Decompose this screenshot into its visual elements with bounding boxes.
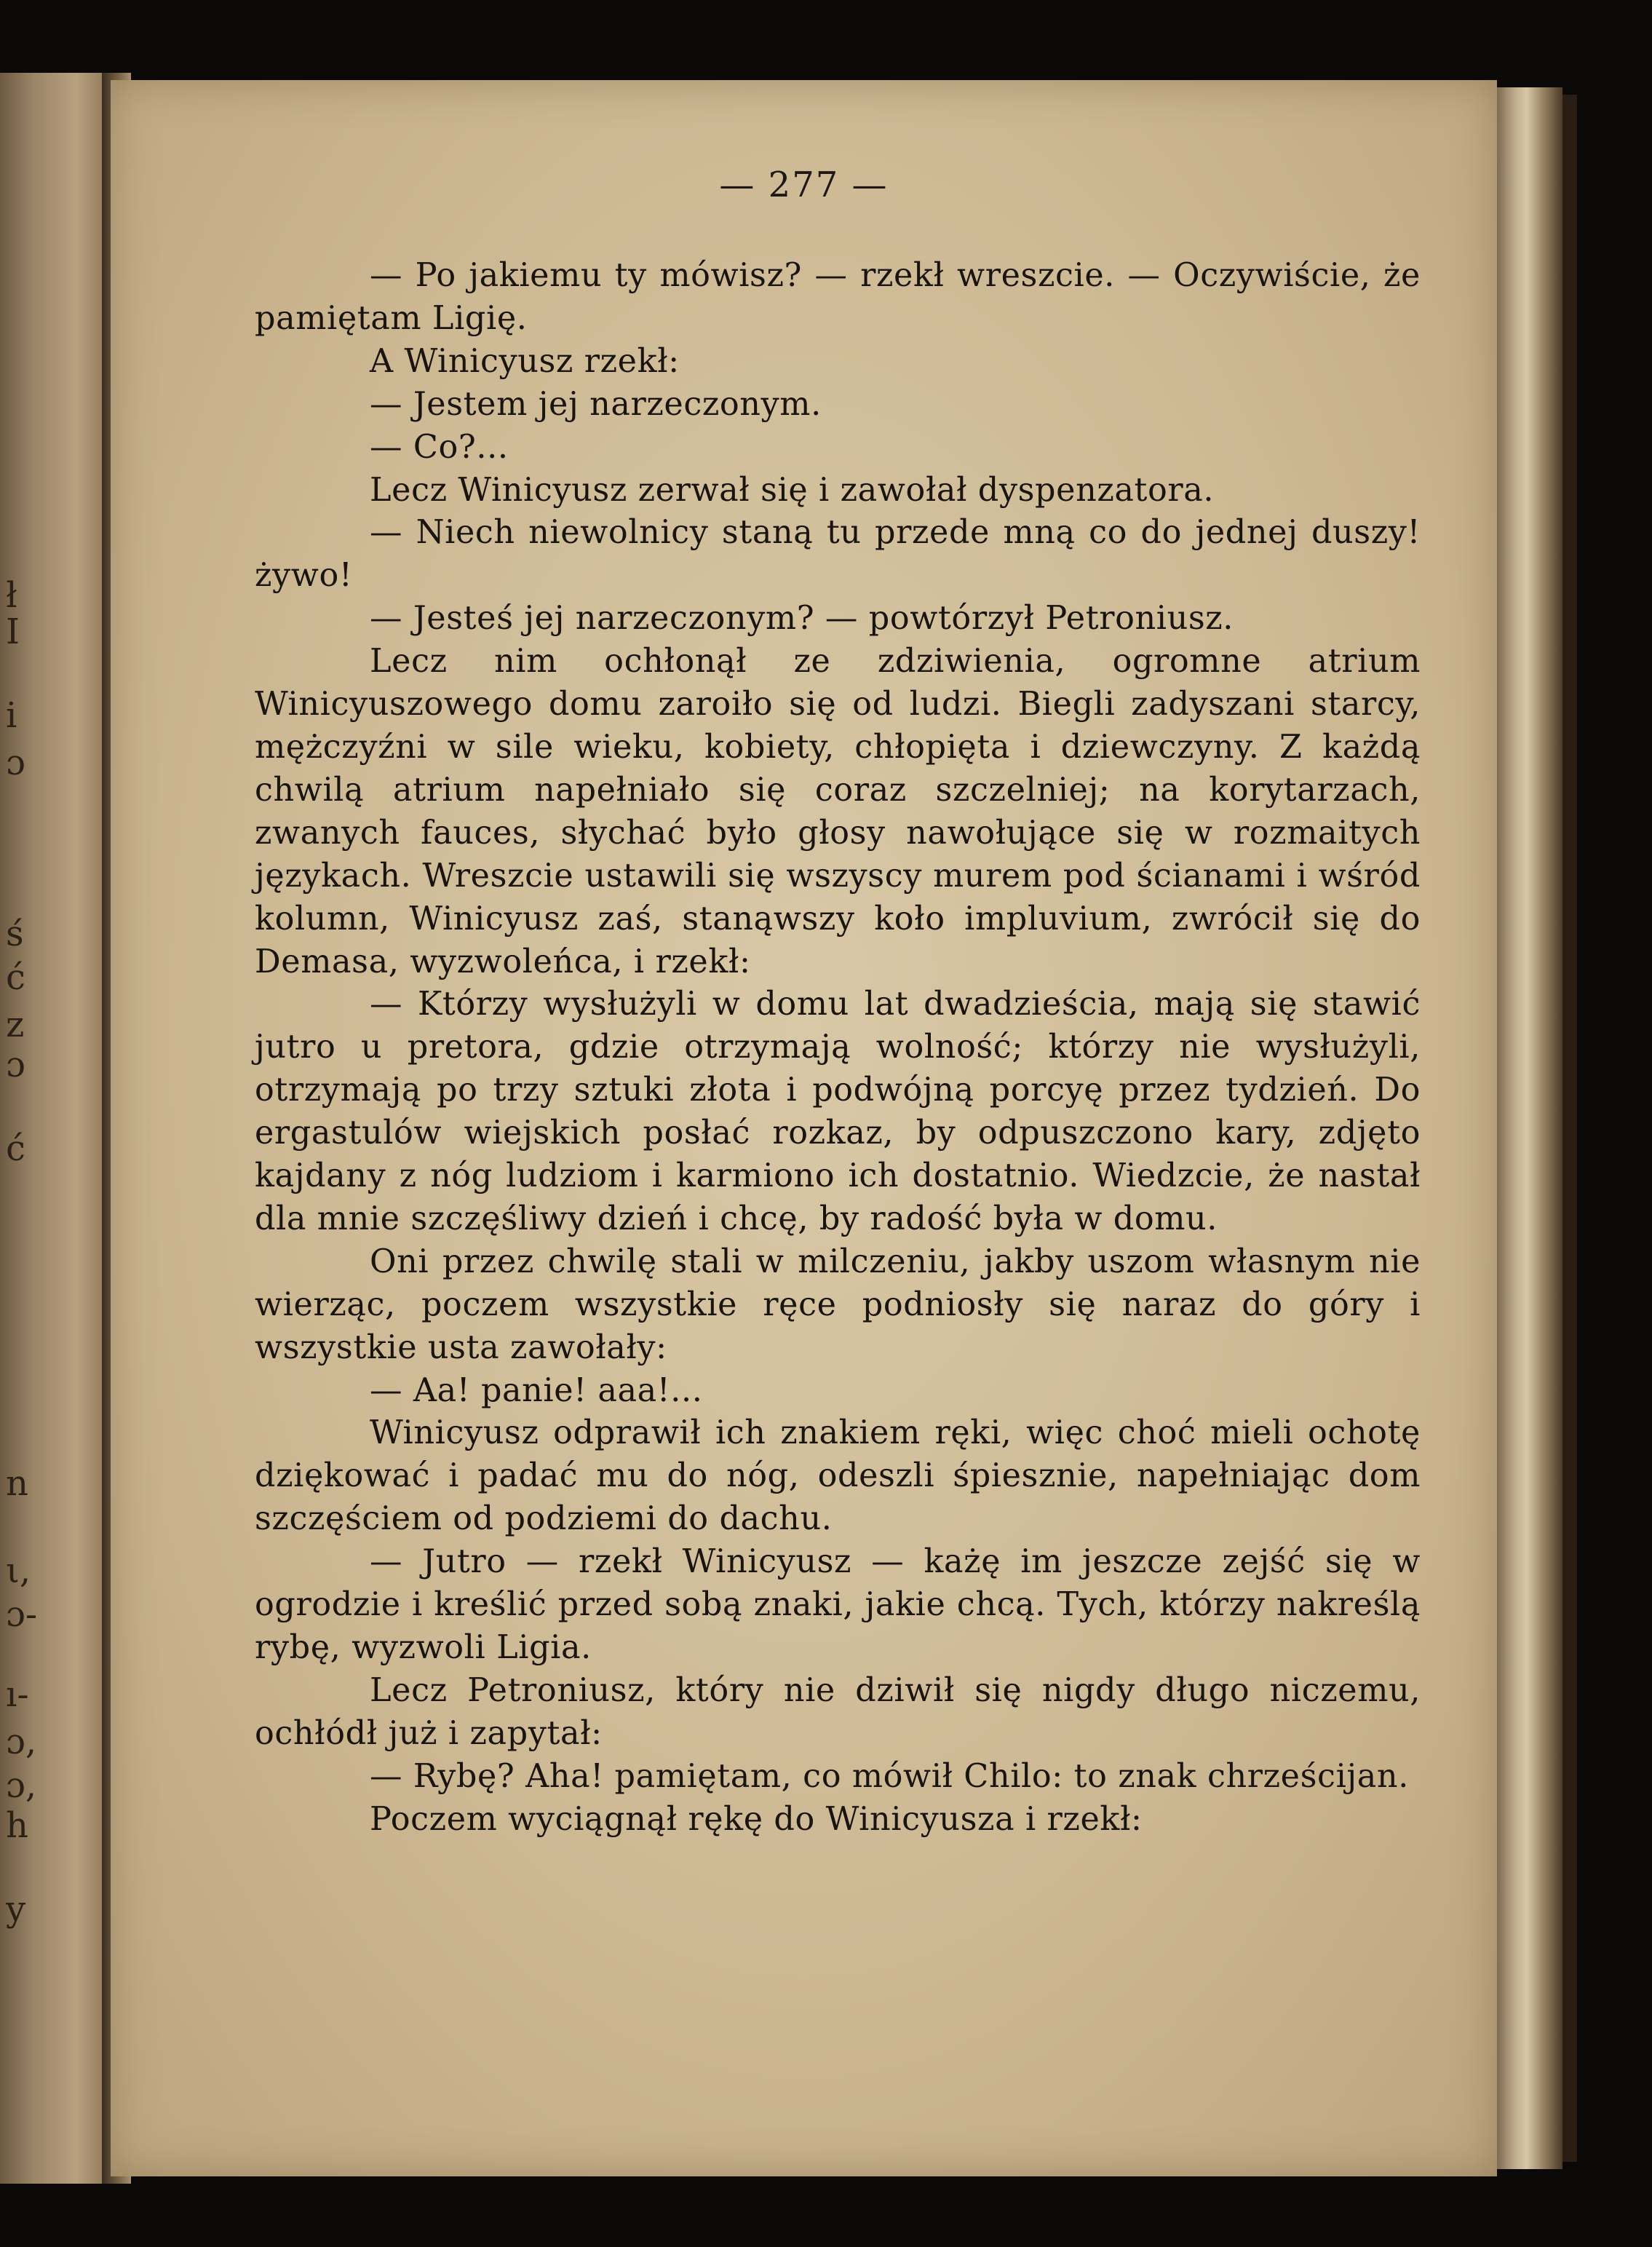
edge-glyph: ɔ- bbox=[6, 1594, 38, 1635]
edge-glyph: ɔ, bbox=[6, 1765, 37, 1806]
edge-glyph: h bbox=[6, 1805, 28, 1846]
book-cover-edge bbox=[1562, 95, 1577, 2162]
edge-glyph: ι, bbox=[6, 1550, 31, 1591]
edge-glyph: ć bbox=[6, 1128, 25, 1169]
book-page-block-edge bbox=[1497, 87, 1562, 2169]
paragraph: — Niech niewolnicy staną tu przede mną co do jednej duszy! żywo! bbox=[255, 514, 1421, 595]
paragraph: Lecz Winicyusz zerwał się i zawołał dyspenzatora. bbox=[370, 471, 1215, 509]
edge-glyph: ɔ bbox=[6, 742, 25, 783]
edge-glyph: ı- bbox=[6, 1674, 29, 1715]
edge-glyph: z bbox=[6, 1004, 25, 1045]
previous-page-edge bbox=[0, 73, 109, 2184]
edge-glyph: ɔ bbox=[6, 1045, 25, 1085]
edge-glyph: y bbox=[6, 1889, 26, 1930]
edge-glyph: n bbox=[6, 1463, 28, 1504]
paragraph: Poczem wyciągnął rękę do Winicyusza i rzekł: bbox=[370, 1800, 1143, 1838]
paragraph: — Po jakiemu ty mówisz? — rzekł wreszcie. — Oczywiście, że pamiętam Ligię. bbox=[255, 257, 1421, 337]
edge-glyph: ɔ, bbox=[6, 1721, 37, 1762]
paragraph: Winicyusz odprawił ich znakiem ręki, więc choć mieli ochotę dziękować i padać mu do nóg, odeszli śpiesznie, napełniając dom szczęściem od podziemi do dachu. bbox=[255, 1414, 1421, 1538]
paragraph: Lecz Petroniusz, który nie dziwił się nigdy długo niczemu, ochłódł już i zapytał: bbox=[255, 1671, 1421, 1752]
paragraph: — Jutro — rzekł Winicyusz — każę im jeszcze zejść się w ogrodzie i kreślić przed sobą znaki, jakie chcą. Tych, którzy nakreślą rybę, wyzwoli Ligia. bbox=[255, 1543, 1421, 1666]
paragraph: — Jestem jej narzeczonym. bbox=[370, 385, 822, 423]
paragraph: A Winicyusz rzekł: bbox=[370, 342, 680, 380]
paragraph: Lecz nim ochłonął ze zdziwienia, ogromne atrium Winicyuszowego domu zaroiło się od ludzi. Biegli zadyszani starcy, mężczyźni w sile wieku, kobiety, chłopięta i dziewczyny. Z każdą chwilą atrium napełniało się coraz szczelniej; na korytarzach, zwanych fauces, słychać było głosy nawołujące się w rozmaitych językach. Wreszcie ustawili się wszyscy murem pod ścianami i wśród kolumn, Winicyusz zaś, stanąwszy koło impluvium, zwrócił się do Demasa, wyzwoleńca, i rzekł: bbox=[255, 643, 1421, 980]
edge-glyph: i bbox=[6, 695, 17, 736]
page-body-text bbox=[255, 255, 1421, 1842]
edge-glyph: ł bbox=[6, 575, 17, 616]
paragraph: — Rybę? Aha! pamiętam, co mówił Chilo: to znak chrześcijan. bbox=[370, 1757, 1409, 1795]
page-number: — 277 — bbox=[719, 165, 889, 205]
book-page bbox=[111, 80, 1497, 2176]
paragraph: — Aa! panie! aaa!... bbox=[370, 1371, 703, 1409]
paragraph: — Jesteś jej narzeczonym? — powtórzył Petroniusz. bbox=[370, 600, 1234, 638]
edge-glyph: I bbox=[6, 611, 20, 652]
edge-glyph: ć bbox=[6, 957, 25, 998]
edge-glyph: ś bbox=[6, 914, 24, 954]
paragraph: — Którzy wysłużyli w domu lat dwadzieścia, mają się stawić jutro u pretora, gdzie otrzymają wolność; którzy nie wysłużyli, otrzymają po trzy sztuki złota i podwójną porcyę przez tydzień. Do ergastulów wiejskich posłać rozkaz, by odpuszczono kary, zdjęto kajdany z nóg ludziom i karmiono ich dostatnio. Wiedzcie, że nastał dla mnie szczęśliwy dzień i chcę, by radość była w domu. bbox=[255, 986, 1421, 1237]
paragraph: — Co?... bbox=[370, 428, 509, 466]
paragraph: Oni przez chwilę stali w milczeniu, jakby uszom własnym nie wierząc, poczem wszystkie ręce podniosły się naraz do góry i wszystkie usta zawołały: bbox=[255, 1243, 1421, 1366]
